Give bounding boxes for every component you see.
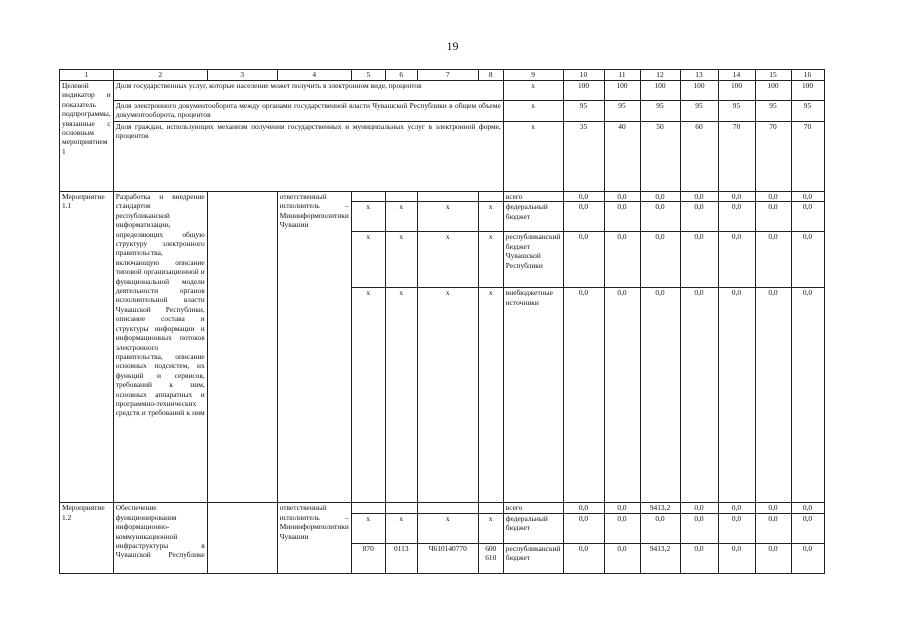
funding-source: республиканский бюджет Чувашской Республики bbox=[503, 232, 563, 288]
value-cell: 0,0 bbox=[755, 202, 791, 232]
funding-source: федеральный бюджет bbox=[503, 513, 563, 543]
value-cell: 40 bbox=[604, 122, 640, 192]
header-cell: 8 bbox=[478, 70, 503, 81]
value-cell: 0,0 bbox=[563, 232, 604, 288]
measure-description: Разработка и внедрение стандартов республиканской информатизации, определяющих общую структуру электронного правительства, включающую описание типовой организационной и функциональной модели деятельности органов исполнительной власти Чувашской Республики, описание состава и структуры информации и информационных потоков электронного правительства, описание основных подсистем, их функций и сервисов, требований к ним, основных аппаратных и программно-технических средств и требований к ним bbox=[113, 192, 207, 503]
value-cell: 0,0 bbox=[791, 232, 824, 288]
value-cell: 60 bbox=[680, 122, 718, 192]
value-cell: 0,0 bbox=[563, 192, 604, 202]
value-cell: 100 bbox=[791, 81, 824, 101]
value-cell: 0,0 bbox=[791, 202, 824, 232]
indicator-unit: x bbox=[503, 81, 563, 101]
indicator-text: Доля электронного документооборота между органами государственной власти Чувашской Республики в общем объеме документооборота, процентов bbox=[113, 101, 503, 122]
value-cell: 0,0 bbox=[604, 513, 640, 543]
value-cell: 0,0 bbox=[791, 503, 824, 513]
value-cell: 95 bbox=[680, 101, 718, 122]
code-cell: x bbox=[417, 202, 478, 232]
header-cell: 10 bbox=[563, 70, 604, 81]
value-cell: 100 bbox=[680, 81, 718, 101]
header-cell: 16 bbox=[791, 70, 824, 81]
value-cell: 0,0 bbox=[680, 503, 718, 513]
value-cell: 0,0 bbox=[680, 543, 718, 573]
indicator-text: Доля граждан, использующих механизм получения государственных и муниципальных услуг в электронной форме, процентов bbox=[113, 122, 503, 192]
measure-description: Обеспечение функционирования информационно-коммуникационной инфраструктуры в Чувашской Республике bbox=[113, 503, 207, 573]
header-cell: 9 bbox=[503, 70, 563, 81]
value-cell: 95 bbox=[563, 101, 604, 122]
indicator-label: Целевой индикатор и показатель подпрограммы, увязанные с основным мероприятием 1 bbox=[60, 81, 114, 192]
measure-responsible: ответственный исполнитель – Мининформполитики Чувашии bbox=[277, 192, 351, 503]
code-cell: x bbox=[351, 232, 385, 288]
indicator-text: Доля государственных услуг, которые население может получить в электронном виде, процентов bbox=[113, 81, 503, 101]
value-cell: 0,0 bbox=[755, 232, 791, 288]
header-cell: 4 bbox=[277, 70, 351, 81]
value-cell: 100 bbox=[640, 81, 680, 101]
code-cell: x bbox=[478, 202, 503, 232]
indicator-row bbox=[60, 101, 825, 122]
value-cell: 0,0 bbox=[604, 543, 640, 573]
funding-source: федеральный бюджет bbox=[503, 202, 563, 232]
header-cell: 11 bbox=[604, 70, 640, 81]
value-cell: 0,0 bbox=[563, 288, 604, 503]
value-cell: 0,0 bbox=[640, 288, 680, 503]
value-cell: 0,0 bbox=[563, 543, 604, 573]
value-cell: 0,0 bbox=[680, 288, 718, 503]
funding-source: всего bbox=[503, 192, 563, 202]
code-cell: x bbox=[478, 513, 503, 543]
value-cell: 95 bbox=[640, 101, 680, 122]
funding-source: всего bbox=[503, 503, 563, 513]
code-cell bbox=[351, 503, 385, 513]
code-cell: x bbox=[351, 513, 385, 543]
value-cell: 0,0 bbox=[680, 202, 718, 232]
code-cell bbox=[385, 503, 417, 513]
value-cell: 0,0 bbox=[604, 232, 640, 288]
value-cell: 0,0 bbox=[718, 288, 755, 503]
code-cell bbox=[417, 192, 478, 202]
code-cell: Ч610140770 bbox=[417, 543, 478, 573]
value-cell: 0,0 bbox=[640, 202, 680, 232]
value-cell: 0,0 bbox=[718, 513, 755, 543]
code-cell bbox=[478, 192, 503, 202]
header-cell: 2 bbox=[113, 70, 207, 81]
code-cell: x bbox=[351, 202, 385, 232]
value-cell: 100 bbox=[563, 81, 604, 101]
code-cell: x bbox=[385, 232, 417, 288]
header-cell: 12 bbox=[640, 70, 680, 81]
funding-source: внебюджетные источники bbox=[503, 288, 563, 503]
value-cell: 0,0 bbox=[563, 202, 604, 232]
page-number: 19 bbox=[446, 39, 459, 53]
value-cell: 0,0 bbox=[791, 288, 824, 503]
program-table bbox=[59, 69, 825, 574]
measure-label: Мероприятие 1.2 bbox=[60, 503, 114, 573]
value-cell: 0,0 bbox=[563, 513, 604, 543]
value-cell: 0,0 bbox=[791, 543, 824, 573]
header-cell: 13 bbox=[680, 70, 718, 81]
value-cell: 0,0 bbox=[604, 503, 640, 513]
indicator-row bbox=[60, 122, 825, 192]
measure-row bbox=[60, 503, 825, 513]
code-cell: x bbox=[478, 232, 503, 288]
value-cell: 0,0 bbox=[791, 192, 824, 202]
header-row bbox=[60, 70, 825, 81]
value-cell: 100 bbox=[718, 81, 755, 101]
code-cell: x bbox=[478, 288, 503, 503]
header-cell: 5 bbox=[351, 70, 385, 81]
code-cell: x bbox=[385, 513, 417, 543]
value-cell: 95 bbox=[791, 101, 824, 122]
value-cell: 100 bbox=[604, 81, 640, 101]
measure-responsible: ответственный исполнитель – Мининформполитики Чувашии bbox=[277, 503, 351, 573]
header-cell: 3 bbox=[207, 70, 277, 81]
measure-label: Мероприятие 1.1 bbox=[60, 192, 114, 503]
code-cell: 600 610 bbox=[478, 543, 503, 573]
header-cell: 1 bbox=[60, 70, 114, 81]
code-cell bbox=[351, 192, 385, 202]
code-cell: x bbox=[417, 232, 478, 288]
code-cell: x bbox=[417, 288, 478, 503]
header-cell: 7 bbox=[417, 70, 478, 81]
value-cell: 0,0 bbox=[680, 513, 718, 543]
value-cell: 95 bbox=[604, 101, 640, 122]
value-cell: 0,0 bbox=[718, 503, 755, 513]
header-cell: 14 bbox=[718, 70, 755, 81]
empty-cell bbox=[207, 192, 277, 503]
value-cell: 50 bbox=[640, 122, 680, 192]
value-cell: 0,0 bbox=[604, 192, 640, 202]
code-cell: x bbox=[385, 202, 417, 232]
code-cell: x bbox=[351, 288, 385, 503]
value-cell: 0,0 bbox=[640, 232, 680, 288]
code-cell: x bbox=[385, 288, 417, 503]
empty-cell bbox=[207, 503, 277, 573]
value-cell: 0,0 bbox=[718, 202, 755, 232]
measure-row bbox=[60, 192, 825, 202]
value-cell: 0,0 bbox=[755, 513, 791, 543]
indicator-row bbox=[60, 81, 825, 101]
value-cell: 0,0 bbox=[755, 192, 791, 202]
funding-source: республиканский бюджет bbox=[503, 543, 563, 573]
indicator-unit: x bbox=[503, 122, 563, 192]
value-cell: 70 bbox=[791, 122, 824, 192]
value-cell: 0,0 bbox=[718, 192, 755, 202]
value-cell: 0,0 bbox=[640, 192, 680, 202]
value-cell: 0,0 bbox=[755, 288, 791, 503]
indicator-unit: x bbox=[503, 101, 563, 122]
value-cell: 0,0 bbox=[680, 192, 718, 202]
value-cell: 9413,2 bbox=[640, 543, 680, 573]
header-cell: 6 bbox=[385, 70, 417, 81]
value-cell: 95 bbox=[755, 101, 791, 122]
code-cell: 0113 bbox=[385, 543, 417, 573]
code-cell bbox=[478, 503, 503, 513]
value-cell: 0,0 bbox=[604, 202, 640, 232]
value-cell: 0,0 bbox=[755, 503, 791, 513]
value-cell: 70 bbox=[755, 122, 791, 192]
value-cell: 35 bbox=[563, 122, 604, 192]
value-cell: 0,0 bbox=[680, 232, 718, 288]
value-cell: 0,0 bbox=[791, 513, 824, 543]
value-cell: 0,0 bbox=[563, 503, 604, 513]
value-cell: 100 bbox=[755, 81, 791, 101]
value-cell: 0,0 bbox=[718, 543, 755, 573]
value-cell: 70 bbox=[718, 122, 755, 192]
value-cell: 0,0 bbox=[755, 543, 791, 573]
code-cell: 870 bbox=[351, 543, 385, 573]
code-cell: x bbox=[417, 513, 478, 543]
code-cell bbox=[385, 192, 417, 202]
code-cell bbox=[417, 503, 478, 513]
value-cell: 95 bbox=[718, 101, 755, 122]
value-cell: 9413,2 bbox=[640, 503, 680, 513]
value-cell: 0,0 bbox=[640, 513, 680, 543]
header-cell: 15 bbox=[755, 70, 791, 81]
value-cell: 0,0 bbox=[718, 232, 755, 288]
value-cell: 0,0 bbox=[604, 288, 640, 503]
